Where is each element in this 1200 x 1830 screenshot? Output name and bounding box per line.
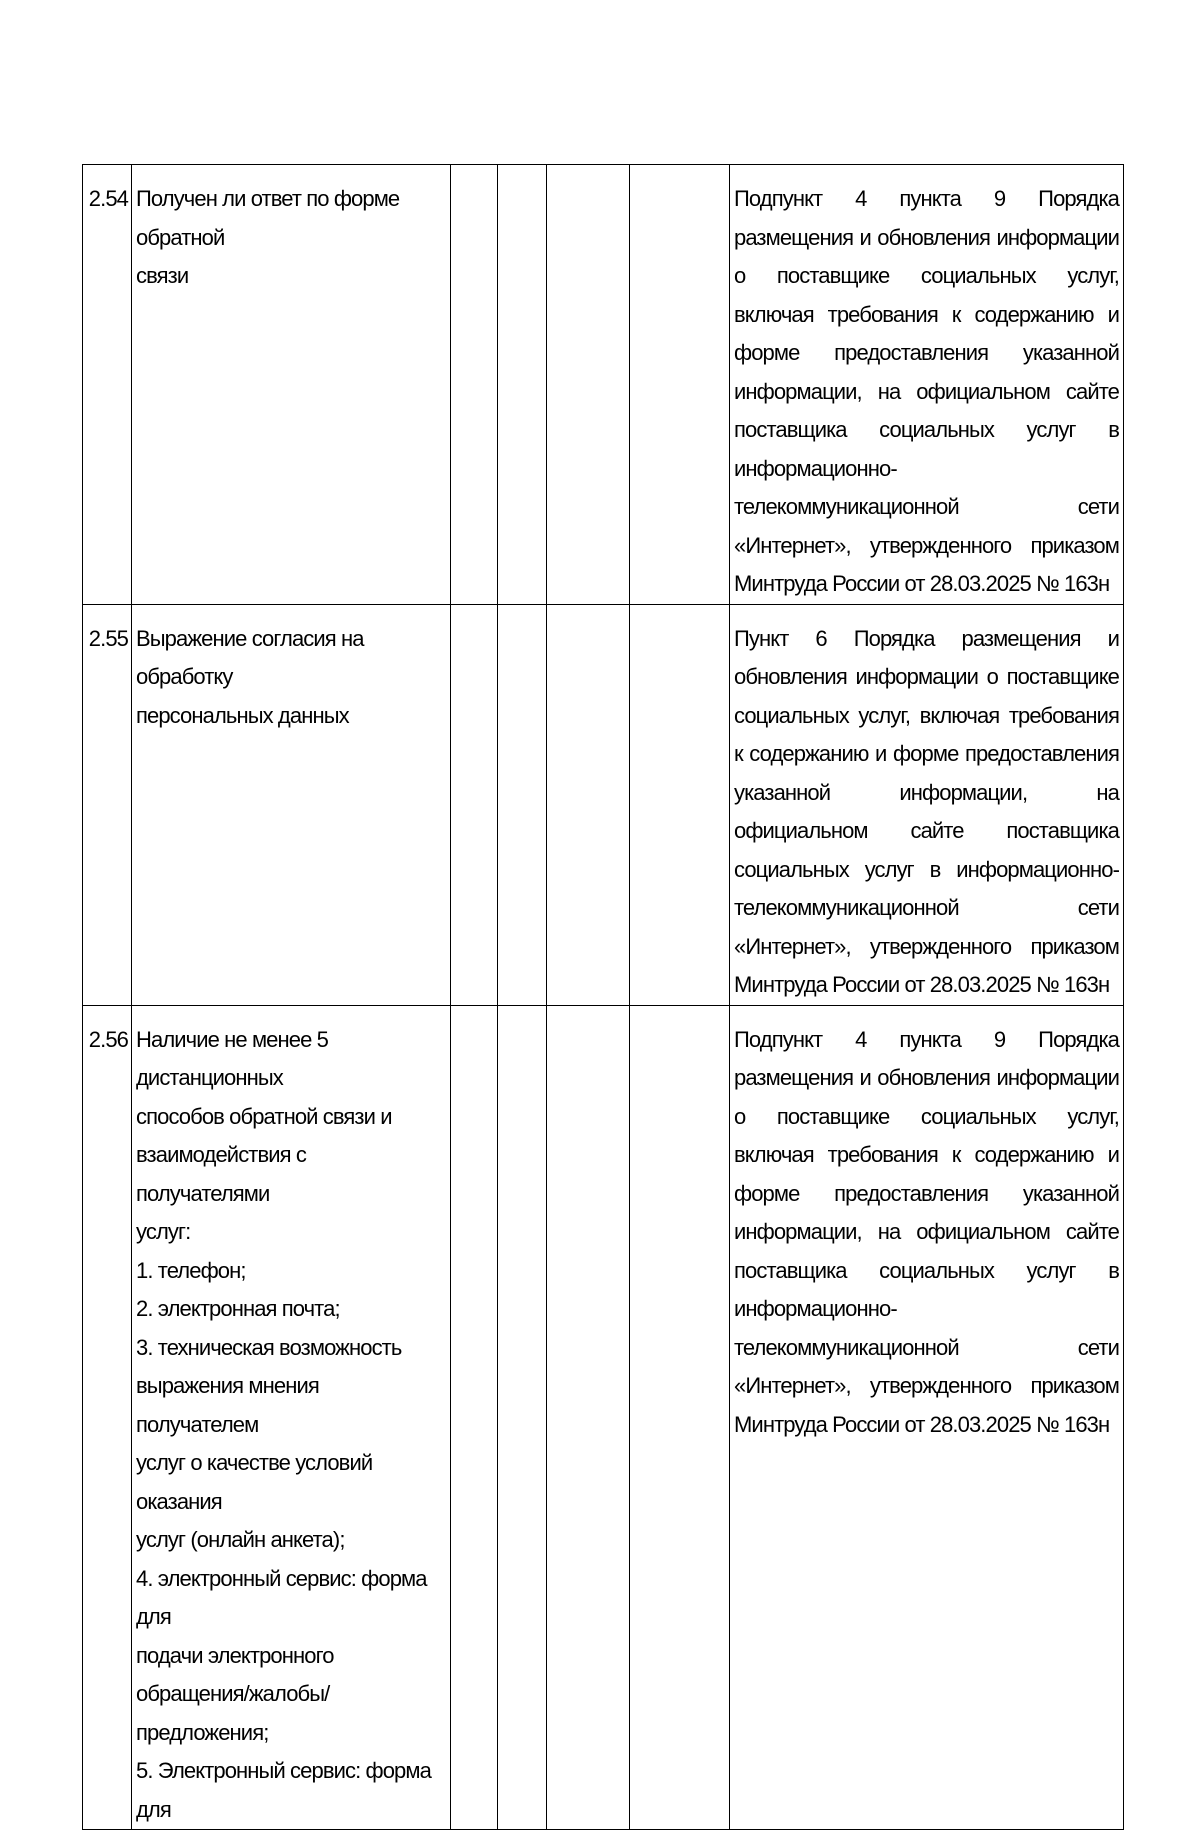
table-row <box>83 165 1124 605</box>
empty-cell <box>451 165 498 605</box>
requirements-table <box>82 164 1124 1830</box>
empty-cell <box>498 165 547 605</box>
empty-cell <box>451 604 498 1005</box>
empty-cell <box>630 604 730 1005</box>
empty-cell <box>498 604 547 1005</box>
empty-cell <box>451 1005 498 1830</box>
requirement-text: Выражение согласия на обработку персональных данных <box>132 604 451 1005</box>
legal-reference: Подпункт 4 пункта 9 Порядка размещения и обновления информации о поставщике социальных услуг, включая требования к содержанию и форме предоставления указанной информации, на официальном сайте поставщика социальных услуг в информационно-телекоммуникационной сети «Интернет», утвержденного приказом Минтруда России от 28.03.2025 № 163н <box>730 165 1124 605</box>
empty-cell <box>547 604 630 1005</box>
table-row <box>83 604 1124 1005</box>
empty-cell <box>498 1005 547 1830</box>
empty-cell <box>630 165 730 605</box>
requirement-text: Получен ли ответ по форме обратной связи <box>132 165 451 605</box>
table-row <box>83 1005 1124 1830</box>
empty-cell <box>547 165 630 605</box>
row-number: 2.55 <box>83 604 132 1005</box>
legal-reference: Подпункт 4 пункта 9 Порядка размещения и обновления информации о поставщике социальных услуг, включая требования к содержанию и форме предоставления указанной информации, на официальном сайте поставщика социальных услуг в информационно-телекоммуникационной сети «Интернет», утвержденного приказом Минтруда России от 28.03.2025 № 163н <box>730 1005 1124 1830</box>
empty-cell <box>630 1005 730 1830</box>
requirement-text: Наличие не менее 5 дистанционных способов обратной связи и взаимодействия с получателями услуг: 1. телефон; 2. электронная почта; 3. техническая возможность выражения мнения получателем услуг о качестве условий оказания услуг (онлайн анкета); 4. электронный сервис: форма для подачи электронного обращения/жалобы/ предложения; 5. Электронный сервис: форма для <box>132 1005 451 1830</box>
row-number: 2.56 <box>83 1005 132 1830</box>
legal-reference: Пункт 6 Порядка размещения и обновления информации о поставщике социальных услуг, включая требования к содержанию и форме предоставления указанной информации, на официальном сайте поставщика социальных услуг в информационно-телекоммуникационной сети «Интернет», утвержденного приказом Минтруда России от 28.03.2025 № 163н <box>730 604 1124 1005</box>
row-number: 2.54 <box>83 165 132 605</box>
empty-cell <box>547 1005 630 1830</box>
